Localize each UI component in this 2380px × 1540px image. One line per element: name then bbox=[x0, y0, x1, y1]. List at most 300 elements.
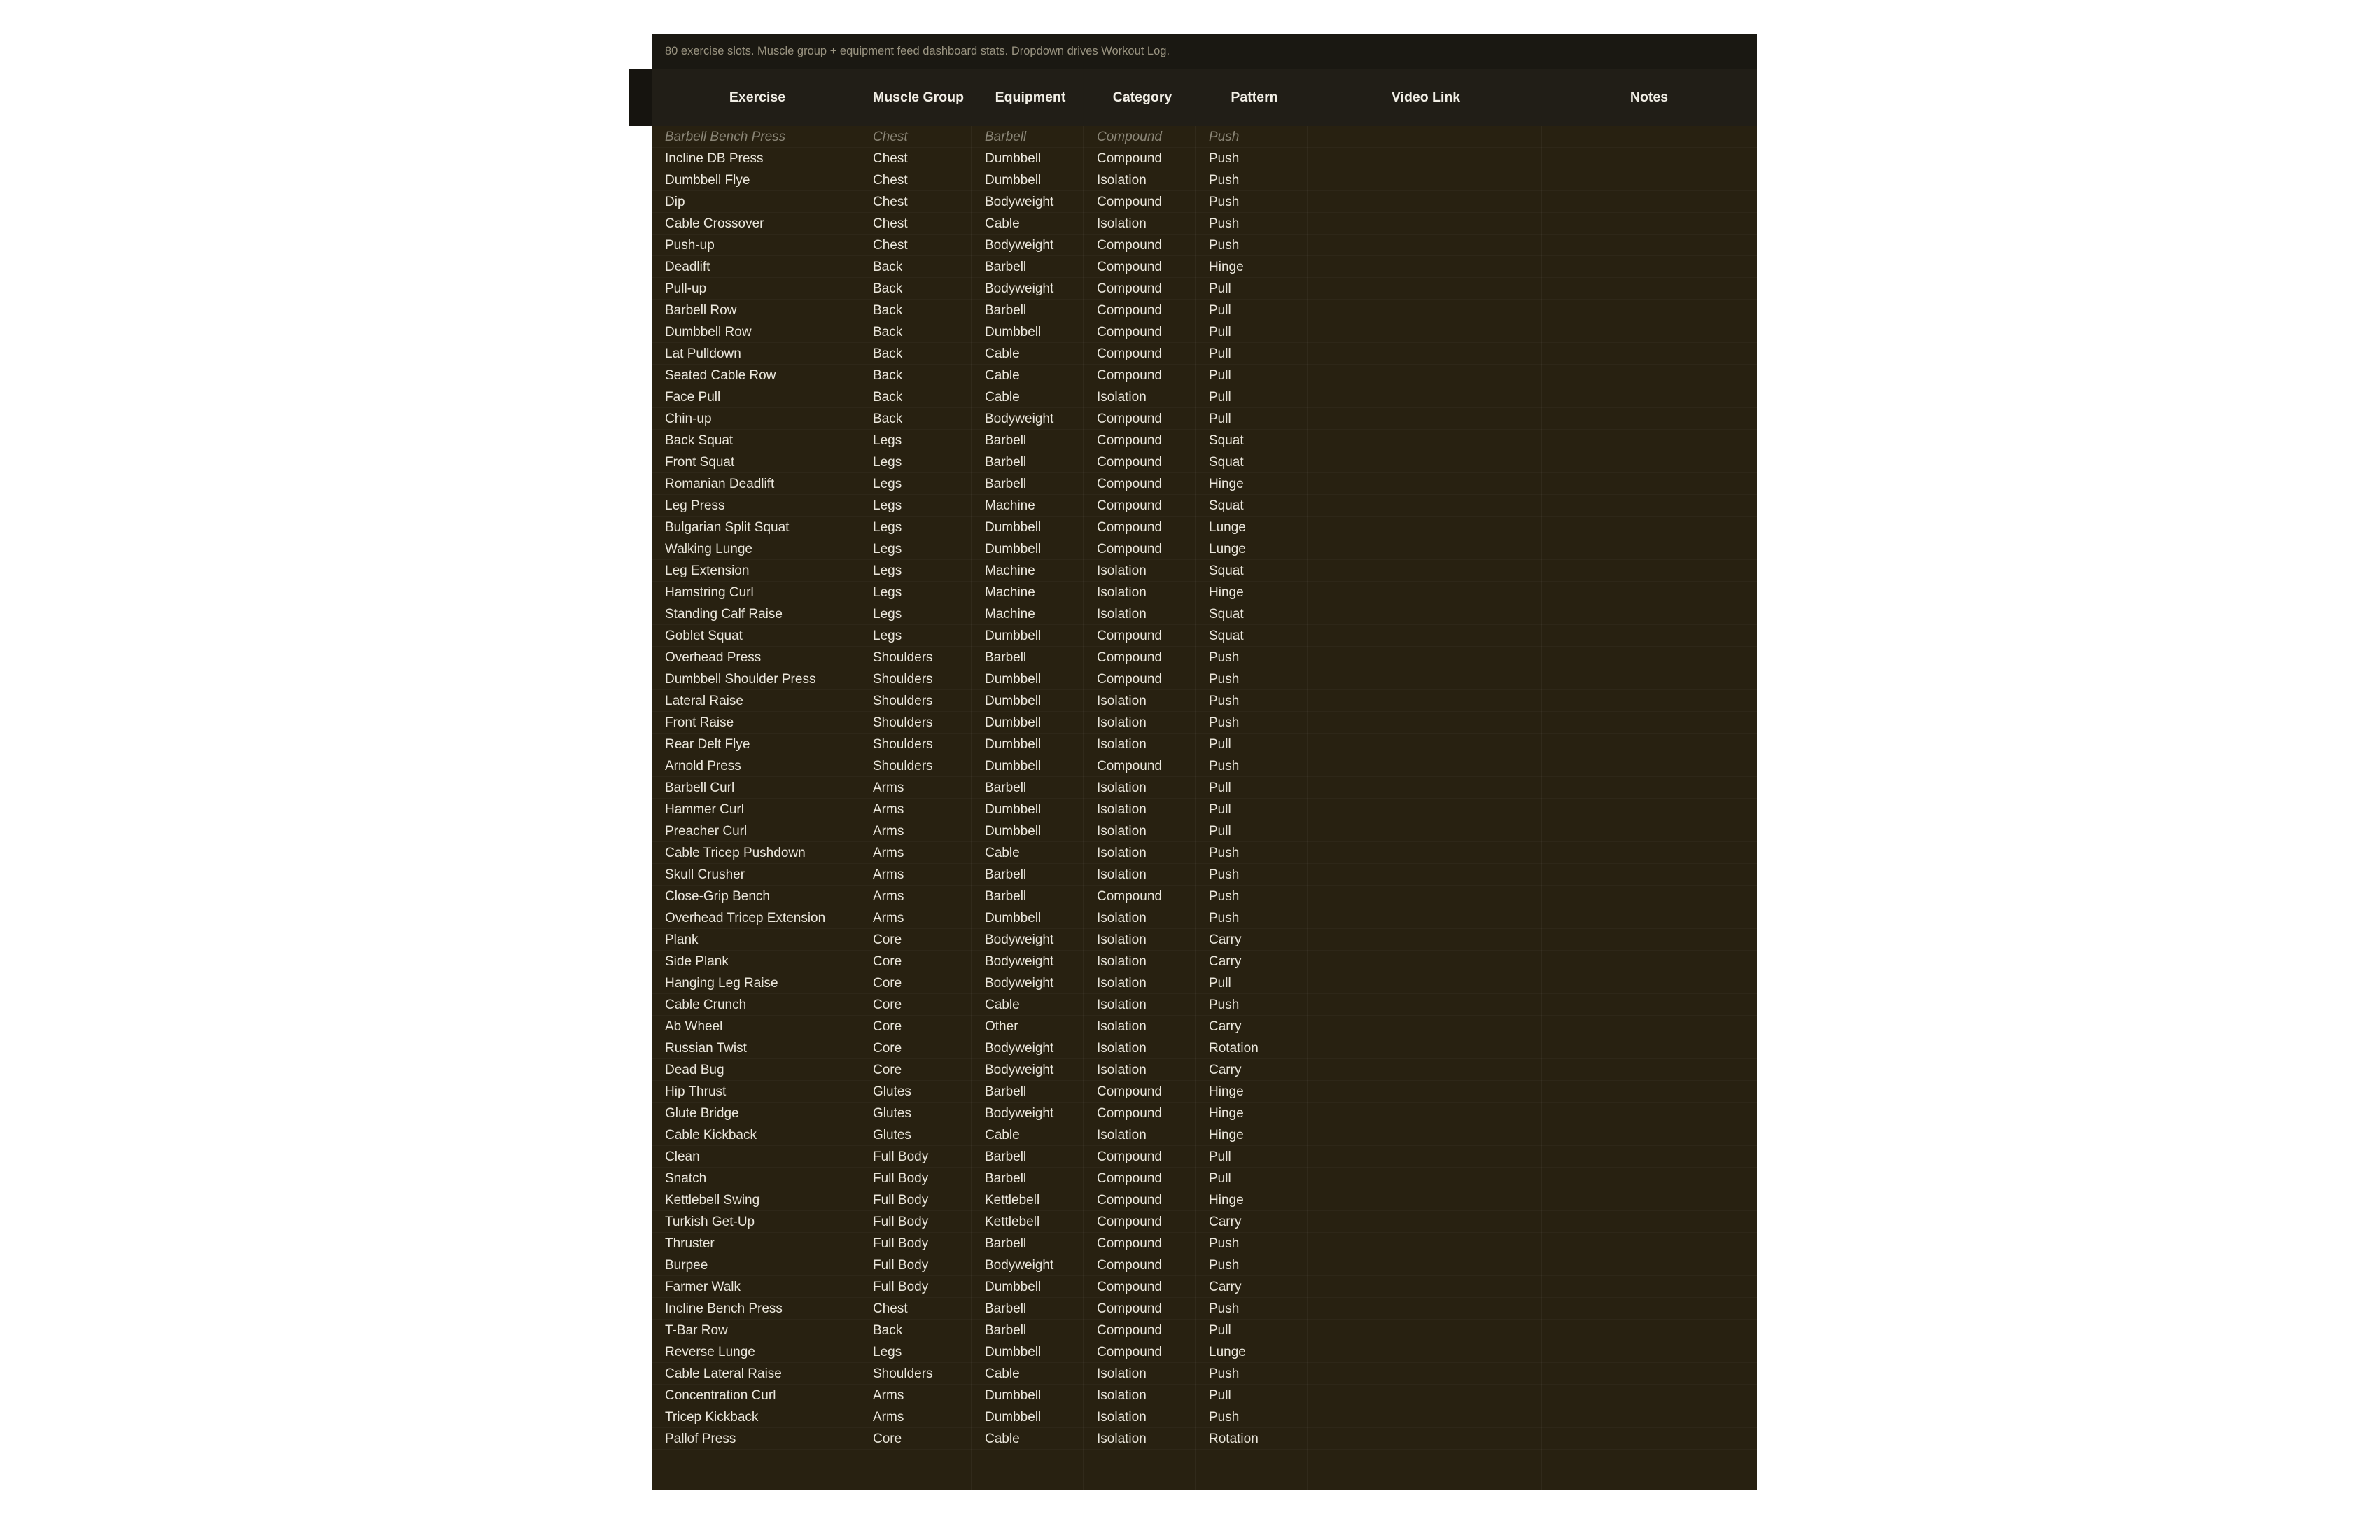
cell-equipment[interactable]: Dumbbell bbox=[985, 824, 1042, 839]
cell-exercise[interactable]: Glute Bridge bbox=[665, 1106, 739, 1121]
cell-muscle-group[interactable]: Legs bbox=[873, 498, 902, 513]
cell-category[interactable]: Isolation bbox=[1097, 607, 1147, 622]
cell-pattern[interactable]: Push bbox=[1209, 715, 1240, 730]
cell-exercise[interactable]: Dumbbell Row bbox=[665, 325, 752, 340]
cell-equipment[interactable]: Bodyweight bbox=[985, 976, 1054, 990]
cell-equipment[interactable]: Kettlebell bbox=[985, 1214, 1040, 1229]
table-row[interactable] bbox=[652, 538, 1757, 560]
cell-equipment[interactable]: Bodyweight bbox=[985, 932, 1054, 947]
cell-category[interactable]: Isolation bbox=[1097, 1128, 1147, 1142]
cell-exercise[interactable]: Goblet Squat bbox=[665, 629, 743, 643]
cell-equipment[interactable]: Dumbbell bbox=[985, 629, 1042, 643]
cell-pattern[interactable]: Push bbox=[1209, 216, 1240, 231]
cell-pattern[interactable]: Rotation bbox=[1209, 1432, 1259, 1446]
cell-exercise[interactable]: Leg Press bbox=[665, 498, 725, 513]
cell-category[interactable]: Isolation bbox=[1097, 1388, 1147, 1403]
table-row[interactable] bbox=[652, 451, 1757, 473]
cell-exercise[interactable]: Romanian Deadlift bbox=[665, 477, 775, 491]
cell-equipment[interactable]: Dumbbell bbox=[985, 1345, 1042, 1359]
header-equipment[interactable]: Equipment bbox=[995, 90, 1066, 105]
table-row[interactable] bbox=[652, 1168, 1757, 1189]
cell-category[interactable]: Isolation bbox=[1097, 867, 1147, 882]
cell-muscle-group[interactable]: Back bbox=[873, 281, 903, 296]
cell-pattern[interactable]: Lunge bbox=[1209, 1345, 1246, 1359]
cell-category[interactable]: Isolation bbox=[1097, 694, 1147, 708]
cell-equipment[interactable]: Dumbbell bbox=[985, 802, 1042, 817]
table-row[interactable] bbox=[652, 603, 1757, 625]
table-row[interactable] bbox=[652, 1385, 1757, 1406]
cell-equipment[interactable]: Barbell bbox=[985, 867, 1027, 882]
cell-exercise[interactable]: Face Pull bbox=[665, 390, 721, 405]
cell-equipment[interactable]: Barbell bbox=[985, 1149, 1027, 1164]
cell-equipment[interactable]: Cable bbox=[985, 368, 1020, 383]
cell-pattern[interactable]: Squat bbox=[1209, 607, 1244, 622]
cell-category[interactable]: Compound bbox=[1097, 238, 1162, 253]
cell-category[interactable]: Isolation bbox=[1097, 390, 1147, 405]
cell-muscle-group[interactable]: Shoulders bbox=[873, 694, 933, 708]
cell-category[interactable]: Compound bbox=[1097, 629, 1162, 643]
cell-pattern[interactable]: Push bbox=[1209, 1258, 1240, 1273]
cell-pattern[interactable]: Pull bbox=[1209, 1388, 1231, 1403]
cell-category[interactable]: Compound bbox=[1097, 281, 1162, 296]
cell-muscle-group[interactable]: Chest bbox=[873, 216, 908, 231]
cell-equipment[interactable]: Machine bbox=[985, 607, 1035, 622]
cell-category[interactable]: Compound bbox=[1097, 346, 1162, 361]
table-row[interactable] bbox=[652, 430, 1757, 451]
cell-muscle-group[interactable]: Full Body bbox=[873, 1236, 929, 1251]
cell-pattern[interactable]: Lunge bbox=[1209, 520, 1246, 535]
cell-equipment[interactable]: Dumbbell bbox=[985, 173, 1042, 188]
cell-pattern[interactable]: Push bbox=[1209, 195, 1240, 209]
cell-exercise[interactable]: Hip Thrust bbox=[665, 1084, 727, 1099]
table-row[interactable] bbox=[652, 300, 1757, 321]
cell-equipment[interactable]: Dumbbell bbox=[985, 542, 1042, 556]
table-row[interactable] bbox=[652, 191, 1757, 213]
cell-muscle-group[interactable]: Full Body bbox=[873, 1258, 929, 1273]
cell-exercise[interactable]: Leg Extension bbox=[665, 564, 750, 578]
cell-category[interactable]: Isolation bbox=[1097, 1063, 1147, 1077]
cell-pattern[interactable]: Pull bbox=[1209, 412, 1231, 426]
cell-category[interactable]: Compound bbox=[1097, 759, 1162, 774]
cell-exercise[interactable]: Hammer Curl bbox=[665, 802, 744, 817]
cell-exercise[interactable]: Kettlebell Swing bbox=[665, 1193, 760, 1208]
cell-exercise[interactable]: Lateral Raise bbox=[665, 694, 743, 708]
cell-equipment[interactable]: Cable bbox=[985, 997, 1020, 1012]
cell-equipment[interactable]: Bodyweight bbox=[985, 412, 1054, 426]
cell-pattern[interactable]: Carry bbox=[1209, 932, 1242, 947]
header-video-link[interactable]: Video Link bbox=[1391, 90, 1461, 105]
cell-muscle-group[interactable]: Back bbox=[873, 325, 903, 340]
cell-category[interactable]: Compound bbox=[1097, 1345, 1162, 1359]
cell-equipment[interactable]: Machine bbox=[985, 585, 1035, 600]
cell-muscle-group[interactable]: Back bbox=[873, 346, 903, 361]
cell-category[interactable]: Compound bbox=[1097, 542, 1162, 556]
cell-exercise[interactable]: Preacher Curl bbox=[665, 824, 748, 839]
cell-equipment[interactable]: Bodyweight bbox=[985, 1063, 1054, 1077]
cell-category[interactable]: Compound bbox=[1097, 498, 1162, 513]
cell-muscle-group[interactable]: Legs bbox=[873, 564, 902, 578]
cell-pattern[interactable]: Push bbox=[1209, 889, 1240, 904]
header-notes[interactable]: Notes bbox=[1630, 90, 1669, 105]
cell-exercise[interactable]: Cable Tricep Pushdown bbox=[665, 846, 806, 860]
cell-equipment[interactable]: Barbell bbox=[985, 477, 1027, 491]
cell-category[interactable]: Isolation bbox=[1097, 564, 1147, 578]
cell-category[interactable]: Compound bbox=[1097, 1084, 1162, 1099]
cell-pattern[interactable]: Pull bbox=[1209, 325, 1231, 340]
cell-category[interactable]: Isolation bbox=[1097, 1041, 1147, 1056]
cell-muscle-group[interactable]: Back bbox=[873, 412, 903, 426]
cell-pattern[interactable]: Carry bbox=[1209, 1280, 1242, 1294]
cell-pattern[interactable]: Carry bbox=[1209, 954, 1242, 969]
cell-category[interactable]: Isolation bbox=[1097, 737, 1147, 752]
cell-muscle-group[interactable]: Shoulders bbox=[873, 715, 933, 730]
cell-equipment[interactable]: Barbell bbox=[985, 1323, 1027, 1338]
cell-exercise[interactable]: Incline Bench Press bbox=[665, 1301, 783, 1316]
cell-exercise[interactable]: Walking Lunge bbox=[665, 542, 752, 556]
cell-equipment[interactable]: Barbell bbox=[985, 1171, 1027, 1186]
cell-exercise[interactable]: Front Raise bbox=[665, 715, 734, 730]
cell-exercise[interactable]: Close-Grip Bench bbox=[665, 889, 770, 904]
cell-category[interactable]: Compound bbox=[1097, 1106, 1162, 1121]
cell-muscle-group[interactable]: Shoulders bbox=[873, 650, 933, 665]
cell-muscle-group[interactable]: Legs bbox=[873, 520, 902, 535]
cell-exercise[interactable]: Clean bbox=[665, 1149, 700, 1164]
cell-category[interactable]: Compound bbox=[1097, 130, 1162, 144]
table-row[interactable] bbox=[652, 777, 1757, 799]
cell-category[interactable]: Compound bbox=[1097, 520, 1162, 535]
cell-pattern[interactable]: Push bbox=[1209, 846, 1240, 860]
cell-exercise[interactable]: Cable Kickback bbox=[665, 1128, 757, 1142]
cell-exercise[interactable]: Lat Pulldown bbox=[665, 346, 741, 361]
cell-muscle-group[interactable]: Back bbox=[873, 368, 903, 383]
cell-pattern[interactable]: Push bbox=[1209, 1366, 1240, 1381]
cell-muscle-group[interactable]: Glutes bbox=[873, 1128, 911, 1142]
table-row[interactable] bbox=[652, 994, 1757, 1016]
cell-category[interactable]: Compound bbox=[1097, 412, 1162, 426]
table-row[interactable] bbox=[652, 690, 1757, 712]
cell-pattern[interactable]: Push bbox=[1209, 173, 1240, 188]
table-row[interactable] bbox=[652, 1320, 1757, 1341]
cell-category[interactable]: Compound bbox=[1097, 1301, 1162, 1316]
cell-equipment[interactable]: Barbell bbox=[985, 650, 1027, 665]
cell-equipment[interactable]: Cable bbox=[985, 1128, 1020, 1142]
table-row[interactable] bbox=[652, 1146, 1757, 1168]
cell-exercise[interactable]: Reverse Lunge bbox=[665, 1345, 755, 1359]
cell-category[interactable]: Isolation bbox=[1097, 824, 1147, 839]
cell-pattern[interactable]: Push bbox=[1209, 238, 1240, 253]
cell-equipment[interactable]: Cable bbox=[985, 346, 1020, 361]
table-row[interactable] bbox=[652, 256, 1757, 278]
cell-muscle-group[interactable]: Core bbox=[873, 1432, 902, 1446]
cell-pattern[interactable]: Squat bbox=[1209, 498, 1244, 513]
cell-pattern[interactable]: Squat bbox=[1209, 629, 1244, 643]
cell-category[interactable]: Isolation bbox=[1097, 1410, 1147, 1424]
cell-pattern[interactable]: Hinge bbox=[1209, 1106, 1244, 1121]
table-row[interactable] bbox=[652, 473, 1757, 495]
cell-equipment[interactable]: Machine bbox=[985, 564, 1035, 578]
cell-category[interactable]: Compound bbox=[1097, 1214, 1162, 1229]
table-row[interactable] bbox=[652, 625, 1757, 647]
cell-category[interactable]: Compound bbox=[1097, 433, 1162, 448]
cell-pattern[interactable]: Pull bbox=[1209, 976, 1231, 990]
cell-pattern[interactable]: Hinge bbox=[1209, 477, 1244, 491]
table-row[interactable] bbox=[652, 278, 1757, 300]
table-row[interactable] bbox=[652, 234, 1757, 256]
cell-equipment[interactable]: Barbell bbox=[985, 1301, 1027, 1316]
cell-pattern[interactable]: Hinge bbox=[1209, 1193, 1244, 1208]
cell-exercise[interactable]: Pull-up bbox=[665, 281, 707, 296]
table-row[interactable] bbox=[652, 755, 1757, 777]
cell-exercise[interactable]: T-Bar Row bbox=[665, 1323, 728, 1338]
table-row[interactable] bbox=[652, 1124, 1757, 1146]
table-row[interactable] bbox=[652, 799, 1757, 820]
cell-equipment[interactable]: Other bbox=[985, 1019, 1018, 1034]
cell-exercise[interactable]: Plank bbox=[665, 932, 699, 947]
table-row[interactable] bbox=[652, 321, 1757, 343]
table-row[interactable] bbox=[652, 1233, 1757, 1254]
cell-exercise[interactable]: Farmer Walk bbox=[665, 1280, 741, 1294]
cell-exercise[interactable]: Barbell Curl bbox=[665, 780, 735, 795]
cell-equipment[interactable]: Machine bbox=[985, 498, 1035, 513]
table-row[interactable] bbox=[652, 365, 1757, 386]
cell-exercise[interactable]: Dumbbell Flye bbox=[665, 173, 750, 188]
cell-pattern[interactable]: Push bbox=[1209, 759, 1240, 774]
header-category[interactable]: Category bbox=[1112, 90, 1172, 105]
cell-exercise[interactable]: Cable Crunch bbox=[665, 997, 747, 1012]
cell-muscle-group[interactable]: Full Body bbox=[873, 1171, 929, 1186]
cell-muscle-group[interactable]: Core bbox=[873, 997, 902, 1012]
cell-muscle-group[interactable]: Legs bbox=[873, 477, 902, 491]
cell-muscle-group[interactable]: Arms bbox=[873, 889, 904, 904]
cell-pattern[interactable]: Carry bbox=[1209, 1214, 1242, 1229]
table-row[interactable] bbox=[652, 1189, 1757, 1211]
cell-equipment[interactable]: Barbell bbox=[985, 303, 1027, 318]
cell-muscle-group[interactable]: Shoulders bbox=[873, 1366, 933, 1381]
table-row[interactable] bbox=[652, 1037, 1757, 1059]
cell-muscle-group[interactable]: Core bbox=[873, 954, 902, 969]
cell-exercise[interactable]: Tricep Kickback bbox=[665, 1410, 759, 1424]
table-row[interactable] bbox=[652, 495, 1757, 517]
cell-category[interactable]: Compound bbox=[1097, 1323, 1162, 1338]
cell-equipment[interactable]: Barbell bbox=[985, 130, 1027, 144]
cell-muscle-group[interactable]: Arms bbox=[873, 911, 904, 925]
header-exercise[interactable]: Exercise bbox=[729, 90, 786, 105]
cell-equipment[interactable]: Cable bbox=[985, 1366, 1020, 1381]
cell-muscle-group[interactable]: Arms bbox=[873, 824, 904, 839]
cell-muscle-group[interactable]: Chest bbox=[873, 238, 908, 253]
cell-pattern[interactable]: Pull bbox=[1209, 390, 1231, 405]
cell-equipment[interactable]: Dumbbell bbox=[985, 694, 1042, 708]
cell-exercise[interactable]: Dip bbox=[665, 195, 685, 209]
cell-exercise[interactable]: Ab Wheel bbox=[665, 1019, 723, 1034]
cell-category[interactable]: Isolation bbox=[1097, 911, 1147, 925]
cell-exercise[interactable]: Push-up bbox=[665, 238, 715, 253]
cell-exercise[interactable]: Turkish Get-Up bbox=[665, 1214, 755, 1229]
cell-pattern[interactable]: Lunge bbox=[1209, 542, 1246, 556]
cell-equipment[interactable]: Dumbbell bbox=[985, 672, 1042, 687]
cell-pattern[interactable]: Carry bbox=[1209, 1019, 1242, 1034]
cell-muscle-group[interactable]: Full Body bbox=[873, 1193, 929, 1208]
cell-muscle-group[interactable]: Full Body bbox=[873, 1280, 929, 1294]
cell-pattern[interactable]: Push bbox=[1209, 1410, 1240, 1424]
cell-pattern[interactable]: Pull bbox=[1209, 346, 1231, 361]
cell-category[interactable]: Compound bbox=[1097, 303, 1162, 318]
cell-equipment[interactable]: Dumbbell bbox=[985, 759, 1042, 774]
cell-muscle-group[interactable]: Legs bbox=[873, 455, 902, 470]
table-row[interactable] bbox=[652, 386, 1757, 408]
cell-equipment[interactable]: Dumbbell bbox=[985, 325, 1042, 340]
cell-equipment[interactable]: Barbell bbox=[985, 455, 1027, 470]
cell-muscle-group[interactable]: Legs bbox=[873, 433, 902, 448]
cell-pattern[interactable]: Hinge bbox=[1209, 1128, 1244, 1142]
cell-muscle-group[interactable]: Full Body bbox=[873, 1214, 929, 1229]
cell-exercise[interactable]: Hamstring Curl bbox=[665, 585, 754, 600]
cell-exercise[interactable]: Hanging Leg Raise bbox=[665, 976, 778, 990]
table-row[interactable] bbox=[652, 1428, 1757, 1450]
cell-exercise[interactable]: Skull Crusher bbox=[665, 867, 746, 882]
cell-pattern[interactable]: Push bbox=[1209, 650, 1240, 665]
cell-muscle-group[interactable]: Legs bbox=[873, 1345, 902, 1359]
cell-exercise[interactable]: Barbell Row bbox=[665, 303, 737, 318]
cell-category[interactable]: Compound bbox=[1097, 650, 1162, 665]
cell-category[interactable]: Isolation bbox=[1097, 846, 1147, 860]
cell-exercise[interactable]: Chin-up bbox=[665, 412, 712, 426]
cell-exercise[interactable]: Burpee bbox=[665, 1258, 708, 1273]
cell-muscle-group[interactable]: Full Body bbox=[873, 1149, 929, 1164]
cell-equipment[interactable]: Kettlebell bbox=[985, 1193, 1040, 1208]
cell-category[interactable]: Compound bbox=[1097, 889, 1162, 904]
cell-exercise[interactable]: Snatch bbox=[665, 1171, 707, 1186]
cell-category[interactable]: Compound bbox=[1097, 195, 1162, 209]
cell-equipment[interactable]: Dumbbell bbox=[985, 151, 1042, 166]
table-row[interactable] bbox=[652, 560, 1757, 582]
table-row[interactable] bbox=[652, 951, 1757, 972]
table-row[interactable] bbox=[652, 213, 1757, 234]
cell-pattern[interactable]: Pull bbox=[1209, 281, 1231, 296]
cell-pattern[interactable]: Squat bbox=[1209, 564, 1244, 578]
cell-equipment[interactable]: Dumbbell bbox=[985, 1388, 1042, 1403]
cell-muscle-group[interactable]: Shoulders bbox=[873, 759, 933, 774]
table-row[interactable] bbox=[652, 820, 1757, 842]
cell-pattern[interactable]: Hinge bbox=[1209, 1084, 1244, 1099]
cell-exercise[interactable]: Arnold Press bbox=[665, 759, 741, 774]
cell-pattern[interactable]: Pull bbox=[1209, 780, 1231, 795]
cell-equipment[interactable]: Bodyweight bbox=[985, 1041, 1054, 1056]
table-row[interactable] bbox=[652, 169, 1757, 191]
cell-exercise[interactable]: Side Plank bbox=[665, 954, 729, 969]
cell-category[interactable]: Isolation bbox=[1097, 1019, 1147, 1034]
cell-equipment[interactable]: Dumbbell bbox=[985, 911, 1042, 925]
cell-equipment[interactable]: Dumbbell bbox=[985, 715, 1042, 730]
cell-category[interactable]: Compound bbox=[1097, 1280, 1162, 1294]
cell-exercise[interactable]: Dumbbell Shoulder Press bbox=[665, 672, 816, 687]
cell-equipment[interactable]: Barbell bbox=[985, 1084, 1027, 1099]
cell-muscle-group[interactable]: Back bbox=[873, 390, 903, 405]
cell-muscle-group[interactable]: Chest bbox=[873, 195, 908, 209]
cell-equipment[interactable]: Bodyweight bbox=[985, 1258, 1054, 1273]
table-row[interactable] bbox=[652, 1081, 1757, 1102]
cell-pattern[interactable]: Pull bbox=[1209, 1323, 1231, 1338]
table-row[interactable] bbox=[652, 1406, 1757, 1428]
header-muscle-group[interactable]: Muscle Group bbox=[872, 90, 965, 105]
cell-equipment[interactable]: Cable bbox=[985, 216, 1020, 231]
cell-pattern[interactable]: Push bbox=[1209, 997, 1240, 1012]
cell-muscle-group[interactable]: Legs bbox=[873, 542, 902, 556]
cell-pattern[interactable]: Push bbox=[1209, 672, 1240, 687]
cell-muscle-group[interactable]: Shoulders bbox=[873, 737, 933, 752]
cell-pattern[interactable]: Pull bbox=[1209, 737, 1231, 752]
cell-exercise[interactable]: Cable Lateral Raise bbox=[665, 1366, 782, 1381]
cell-equipment[interactable]: Barbell bbox=[985, 780, 1027, 795]
cell-exercise[interactable]: Deadlift bbox=[665, 260, 710, 274]
cell-pattern[interactable]: Pull bbox=[1209, 802, 1231, 817]
table-row[interactable] bbox=[652, 886, 1757, 907]
cell-muscle-group[interactable]: Arms bbox=[873, 1388, 904, 1403]
cell-category[interactable]: Compound bbox=[1097, 151, 1162, 166]
cell-muscle-group[interactable]: Chest bbox=[873, 173, 908, 188]
cell-muscle-group[interactable]: Back bbox=[873, 260, 903, 274]
cell-equipment[interactable]: Cable bbox=[985, 846, 1020, 860]
cell-equipment[interactable]: Dumbbell bbox=[985, 520, 1042, 535]
cell-pattern[interactable]: Pull bbox=[1209, 1171, 1231, 1186]
cell-equipment[interactable]: Barbell bbox=[985, 433, 1027, 448]
table-row[interactable] bbox=[652, 408, 1757, 430]
sample-row[interactable] bbox=[652, 126, 1757, 148]
cell-exercise[interactable]: Concentration Curl bbox=[665, 1388, 776, 1403]
cell-muscle-group[interactable]: Glutes bbox=[873, 1084, 911, 1099]
cell-exercise[interactable]: Cable Crossover bbox=[665, 216, 764, 231]
cell-category[interactable]: Isolation bbox=[1097, 932, 1147, 947]
cell-exercise[interactable]: Front Squat bbox=[665, 455, 735, 470]
table-row[interactable] bbox=[652, 1298, 1757, 1320]
cell-category[interactable]: Isolation bbox=[1097, 954, 1147, 969]
cell-category[interactable]: Isolation bbox=[1097, 997, 1147, 1012]
cell-pattern[interactable]: Pull bbox=[1209, 1149, 1231, 1164]
cell-exercise[interactable]: Overhead Tricep Extension bbox=[665, 911, 826, 925]
cell-muscle-group[interactable]: Chest bbox=[873, 1301, 908, 1316]
cell-muscle-group[interactable]: Legs bbox=[873, 585, 902, 600]
cell-muscle-group[interactable]: Core bbox=[873, 1041, 902, 1056]
cell-exercise[interactable]: Barbell Bench Press bbox=[665, 130, 786, 144]
cell-pattern[interactable]: Squat bbox=[1209, 455, 1244, 470]
cell-equipment[interactable]: Cable bbox=[985, 1432, 1020, 1446]
header-pattern[interactable]: Pattern bbox=[1231, 90, 1278, 105]
cell-category[interactable]: Isolation bbox=[1097, 585, 1147, 600]
cell-pattern[interactable]: Push bbox=[1209, 867, 1240, 882]
table-row[interactable] bbox=[652, 148, 1757, 169]
table-row[interactable] bbox=[652, 647, 1757, 668]
cell-pattern[interactable]: Push bbox=[1209, 1301, 1240, 1316]
cell-exercise[interactable]: Bulgarian Split Squat bbox=[665, 520, 790, 535]
cell-category[interactable]: Compound bbox=[1097, 455, 1162, 470]
cell-muscle-group[interactable]: Glutes bbox=[873, 1106, 911, 1121]
table-row[interactable] bbox=[652, 1059, 1757, 1081]
table-row[interactable] bbox=[652, 1102, 1757, 1124]
cell-equipment[interactable]: Bodyweight bbox=[985, 954, 1054, 969]
cell-equipment[interactable]: Bodyweight bbox=[985, 195, 1054, 209]
cell-exercise[interactable]: Seated Cable Row bbox=[665, 368, 776, 383]
cell-pattern[interactable]: Hinge bbox=[1209, 585, 1244, 600]
cell-muscle-group[interactable]: Arms bbox=[873, 802, 904, 817]
cell-equipment[interactable]: Barbell bbox=[985, 260, 1027, 274]
cell-pattern[interactable]: Push bbox=[1209, 694, 1240, 708]
table-row[interactable] bbox=[652, 343, 1757, 365]
cell-muscle-group[interactable]: Core bbox=[873, 1063, 902, 1077]
cell-category[interactable]: Isolation bbox=[1097, 802, 1147, 817]
cell-category[interactable]: Isolation bbox=[1097, 216, 1147, 231]
cell-muscle-group[interactable]: Core bbox=[873, 932, 902, 947]
cell-exercise[interactable]: Overhead Press bbox=[665, 650, 762, 665]
